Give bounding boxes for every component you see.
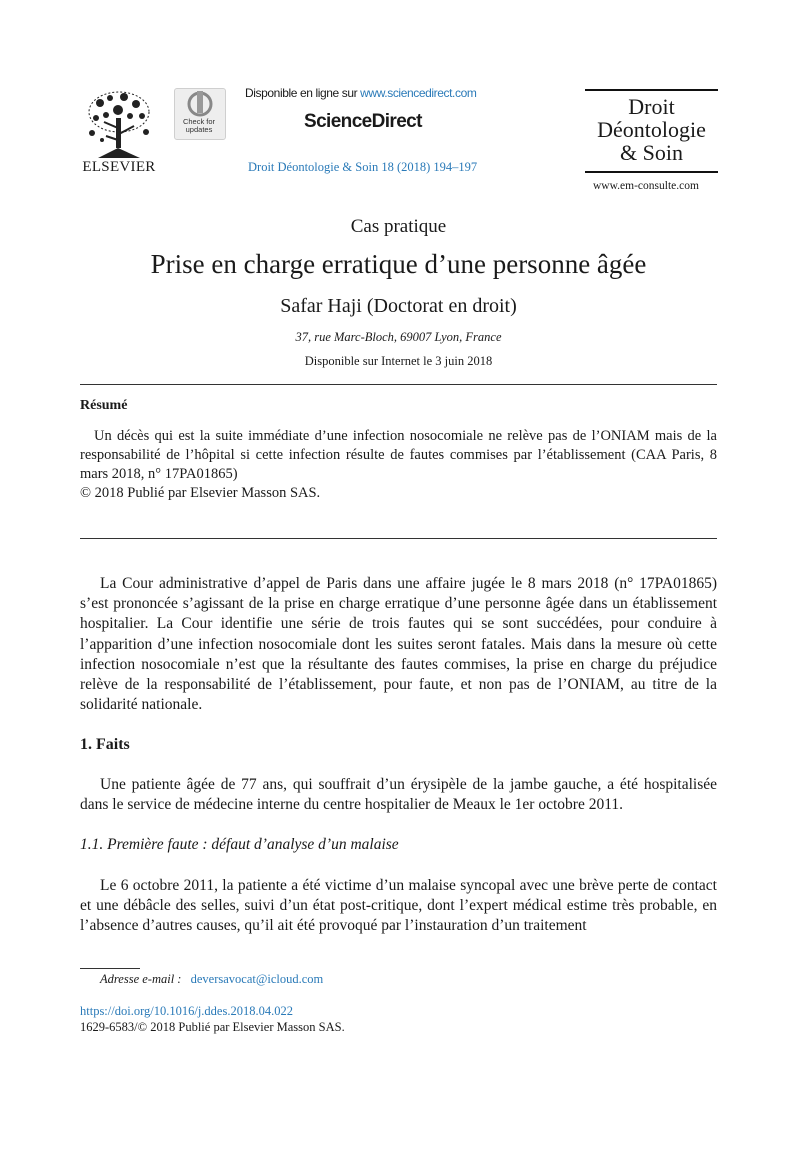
journal-reference[interactable]: Droit Déontologie & Soin 18 (2018) 194–197 (248, 160, 478, 174)
footnote (100, 972, 323, 987)
section-heading: 1. Faits (80, 736, 130, 753)
article-author: Safar Haji (Doctorat en droit) (280, 295, 517, 317)
journal-title-line: & Soin (620, 140, 683, 165)
crossmark-icon (175, 89, 225, 119)
availability-prefix: Disponible en ligne sur (245, 86, 358, 100)
availability-line (245, 86, 476, 100)
subsection-heading: 1.1. Première faute : défaut d’analyse d’un malaise (80, 836, 399, 853)
issn-line: 1629-6583/© 2018 Publié par Elsevier Masson SAS. (80, 1020, 345, 1034)
author-address: 37, rue Marc-Bloch, 69007 Lyon, France (295, 330, 502, 344)
journal-title (585, 95, 718, 164)
footnote-divider (80, 968, 140, 969)
journal-title-line: Droit (628, 94, 675, 119)
doi-link[interactable]: https://doi.org/10.1016/j.ddes.2018.04.022 (80, 1004, 293, 1018)
article-kind: Cas pratique (350, 216, 447, 237)
intro-paragraph: La Cour administrative d’appel de Paris dans une affaire jugée le 8 mars 2018 (n° 17PA01865) s’est prononcée s’agissant de la prise en charge erratique d’une personne âgée dans un établissement hospitalier. La Cour identifie une série de trois fautes qui se sont succédées, pour conduire à l’apparition d’une infection nosocomiale dont les suites seront fatales. Mais dans la mesure où cette infection nosocomiale n’est que la résultante des fautes commises, la prise en charge du préjudice relève de la responsabilité de l’établissement, pour faute, et non pas de l’ONIAM, au titre de la solidarité nationale. (80, 575, 717, 714)
abstract-heading: Résumé (80, 398, 128, 413)
journal-title-line: Déontologie (597, 117, 706, 142)
email-label: Adresse e-mail : (100, 972, 182, 986)
divider (80, 538, 717, 539)
sciencedirect-link[interactable]: www.sciencedirect.com (360, 86, 477, 100)
subsection-paragraph: Le 6 octobre 2011, la patiente a été victime d’un malaise syncopal avec une brève perte de contact et une débâcle des selles, suivi d’un état post-critique, dont l’expert médical estime très probable, en l’absence d’autres causes, qu’il ait été provoqué par l’instauration d’un traitement (80, 877, 717, 935)
section-paragraph: Une patiente âgée de 77 ans, qui souffrait d’un érysipèle de la jambe gauche, a été hospitalisée dans le service de médecine interne du centre hospitalier de Meaux le 1er octobre 2011. (80, 776, 717, 814)
crossmark-label: Check for updates (182, 117, 216, 134)
publisher-name: ELSEVIER (82, 159, 156, 175)
abstract-body: Un décès qui est la suite immédiate d’une infection nosocomiale ne relève pas de l’ONIAM mais de la responsabilité de l’hôpital si cette infection résulte de fautes commises par l’établissement (CAA Paris, 8 mars 2018, n° 17PA01865) (80, 428, 717, 482)
journal-url[interactable]: www.em-consulte.com (593, 180, 699, 192)
online-date: Disponible sur Internet le 3 juin 2018 (304, 354, 493, 368)
article-title: Prise en charge erratique d’une personne âgée (150, 249, 647, 279)
divider (80, 384, 717, 385)
email-link[interactable]: deversavocat@icloud.com (190, 972, 324, 986)
sciencedirect-wordmark: ScienceDirect (304, 111, 422, 132)
abstract-copyright: © 2018 Publié par Elsevier Masson SAS. (80, 485, 321, 501)
